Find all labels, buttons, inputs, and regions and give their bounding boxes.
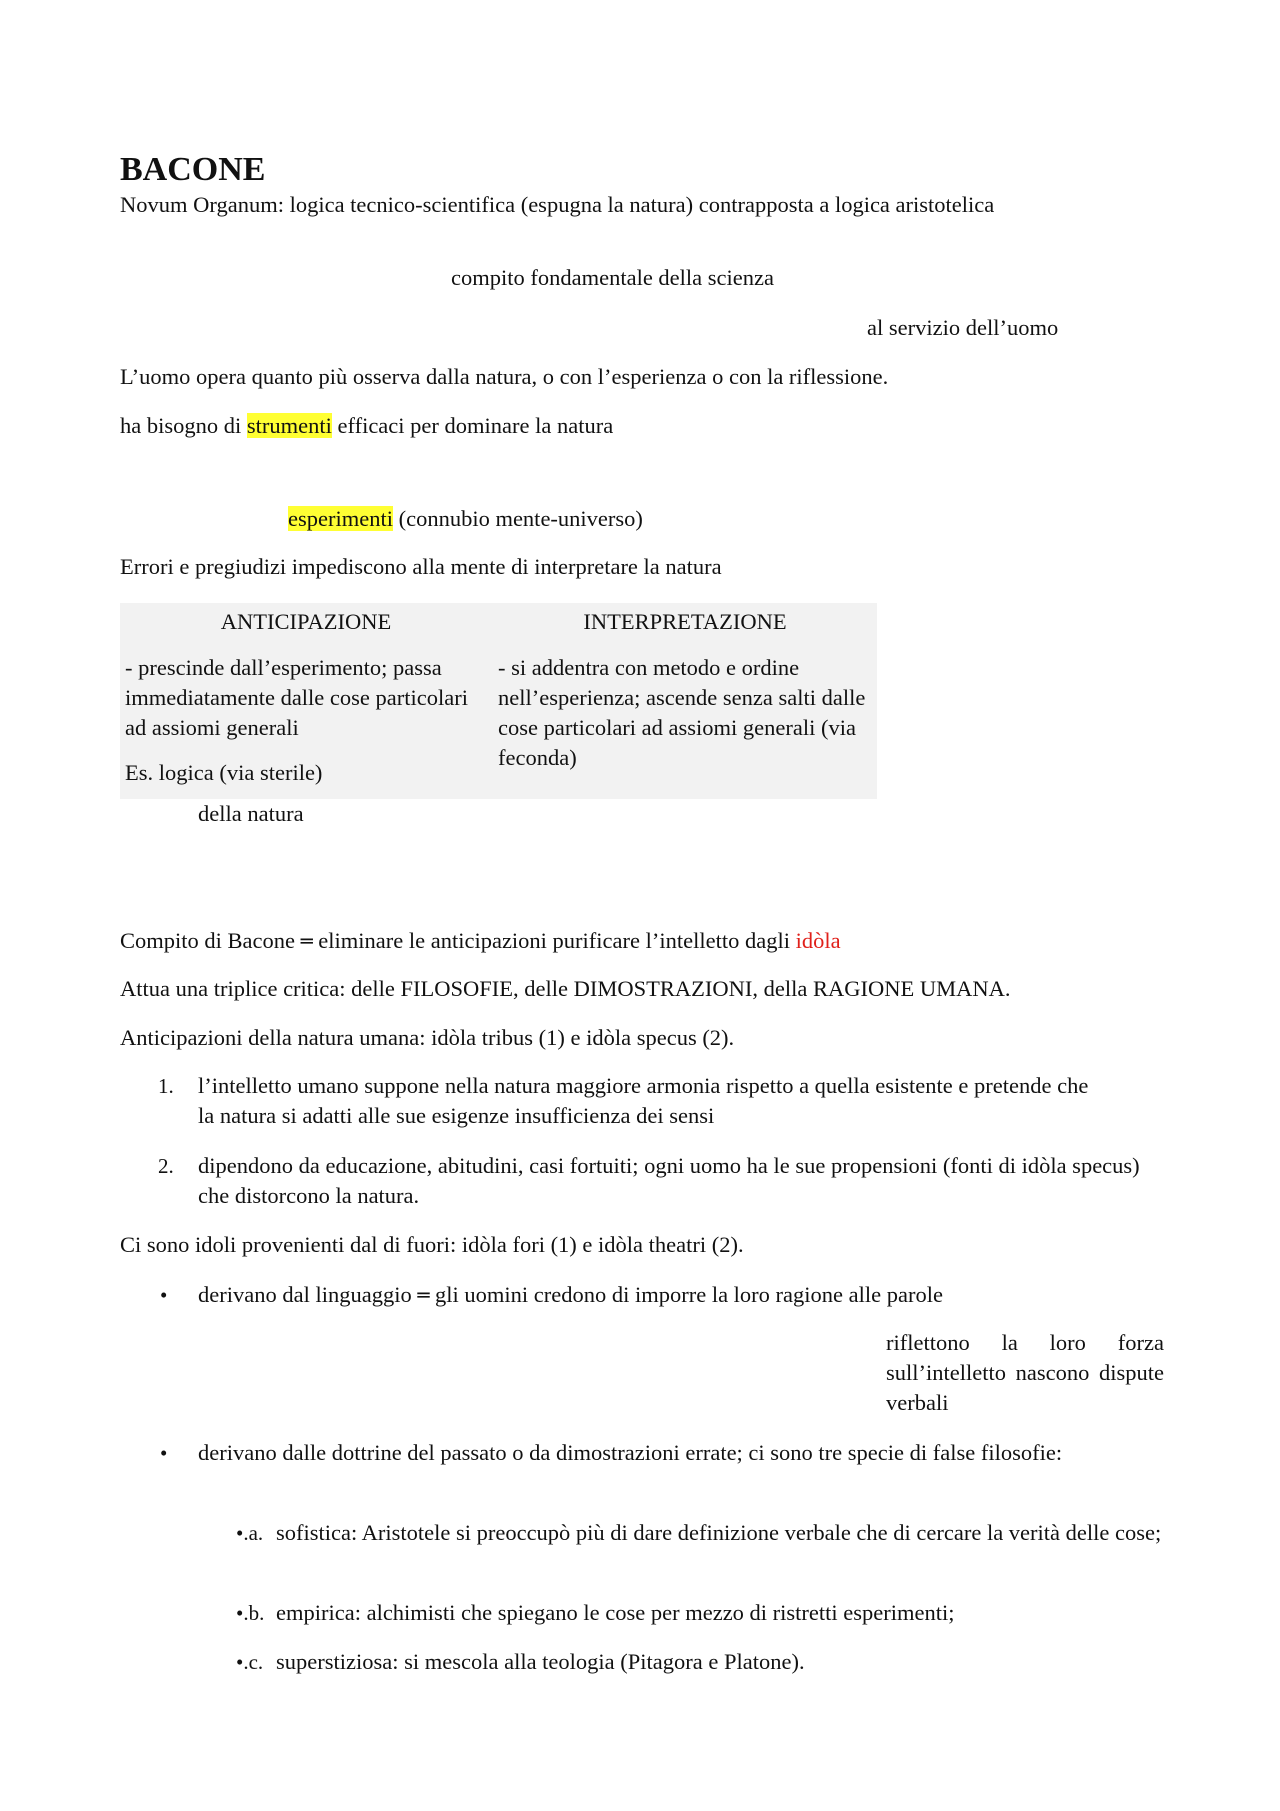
experiments-after: (connubio mente-universo) (392, 506, 643, 531)
tools-highlight: strumenti (246, 413, 332, 438)
bullet1-after: gli uomini credono di imporre la loro ragione alle parole (429, 1282, 943, 1307)
sub-marker-a: •.a. (236, 1521, 264, 1545)
experiments-highlight: esperimenti (288, 506, 393, 531)
task-line: compito fondamentale della scienza (451, 265, 774, 290)
sub-item-b: empirica: alchimisti che spiegano le cose per mezzo di ristretti esperimenti; (276, 1600, 955, 1625)
tools-after: efficaci per dominare la natura (331, 413, 614, 438)
idola-red-word: idòla (795, 928, 841, 953)
critique-line: Attua una triplice critica: delle FILOSOFIE, delle DIMOSTRAZIONI, della RAGIONE UMANA. (120, 976, 1011, 1001)
of-nature-line: della natura (198, 801, 304, 826)
numbered-item-2: dipendono da educazione, abitudini, casi fortuiti; ogni uomo ha le sue propensioni (fonti di idòla specus) che distorcono la natura. (198, 1153, 1140, 1208)
bullet1-before: derivano dal linguaggio (198, 1282, 418, 1307)
bacon-task-before: Compito di Bacone (120, 928, 301, 953)
observe-line: L’uomo opera quanto più osserva dalla natura, o con l’esperienza o con la riflessione. (120, 364, 889, 389)
bullet-item-2: derivano dalle dottrine del passato o da dimostrazioni errate; ci sono tre specie di false filosofie: (198, 1440, 1063, 1465)
side-note: riflettono la loro forza sull’intelletto nascono dispute verbali (886, 1330, 1164, 1415)
bacon-task-middle: eliminare le anticipazioni purificare l’intelletto dagli (312, 928, 796, 953)
bullet-marker-1: • (160, 1283, 168, 1307)
table-column-interpretation (493, 603, 877, 773)
external-idols-line: Ci sono idoli provenienti dal di fuori: idòla fori (1) e idòla theatri (2). (120, 1232, 744, 1257)
equals-symbol-2: ═ (417, 1283, 430, 1307)
list-marker-2: 2. (158, 1154, 174, 1178)
sub-marker-c: •.c. (236, 1650, 264, 1674)
list-marker-1: 1. (158, 1074, 174, 1098)
table-header-interpretation: INTERPRETAZIONE (583, 609, 787, 634)
table-cell-anticipation: - prescinde dall’esperimento; passa immediatamente dalle cose particolari ad assiomi generali (125, 655, 468, 740)
service-line: al servizio dell’uomo (867, 315, 1059, 340)
comparison-table (120, 603, 877, 799)
tools-line (120, 411, 613, 441)
document-title: BACONE (120, 151, 266, 188)
sub-item-a: sofistica: Aristotele si preoccupò più di dare definizione verbale che di cercare la verità delle cose; (276, 1520, 1162, 1545)
sub-marker-b: •.b. (236, 1601, 265, 1625)
table-column-anticipation (120, 603, 492, 788)
bullet-item-1 (198, 1280, 943, 1310)
numbered-item-1: l’intelletto umano suppone nella natura maggiore armonia rispetto a quella esistente e pretende che la natura si adatti alle sue esigenze insufficienza dei sensi (198, 1073, 1089, 1128)
experiments-line (288, 504, 643, 534)
table-header-anticipation: ANTICIPAZIONE (220, 609, 392, 634)
table-example-anticipation: Es. logica (via sterile) (125, 760, 323, 785)
bullet-marker-2: • (160, 1441, 168, 1465)
bacon-task-line (120, 926, 841, 956)
sub-item-c: superstiziosa: si mescola alla teologia (Pitagora e Platone). (276, 1649, 805, 1674)
errors-line: Errori e pregiudizi impediscono alla mente di interpretare la natura (120, 554, 722, 579)
anticipations-line: Anticipazioni della natura umana: idòla tribus (1) e idòla specus (2). (120, 1025, 735, 1050)
tools-before: ha bisogno di (120, 413, 247, 438)
equals-symbol: ═ (300, 929, 313, 953)
table-cell-interpretation: - si addentra con metodo e ordine nell’esperienza; ascende senza salti dalle cose particolari ad assiomi generali (via feconda) (498, 655, 866, 770)
intro-line: Novum Organum: logica tecnico-scientifica (espugna la natura) contrapposta a logica aristotelica (120, 192, 995, 217)
